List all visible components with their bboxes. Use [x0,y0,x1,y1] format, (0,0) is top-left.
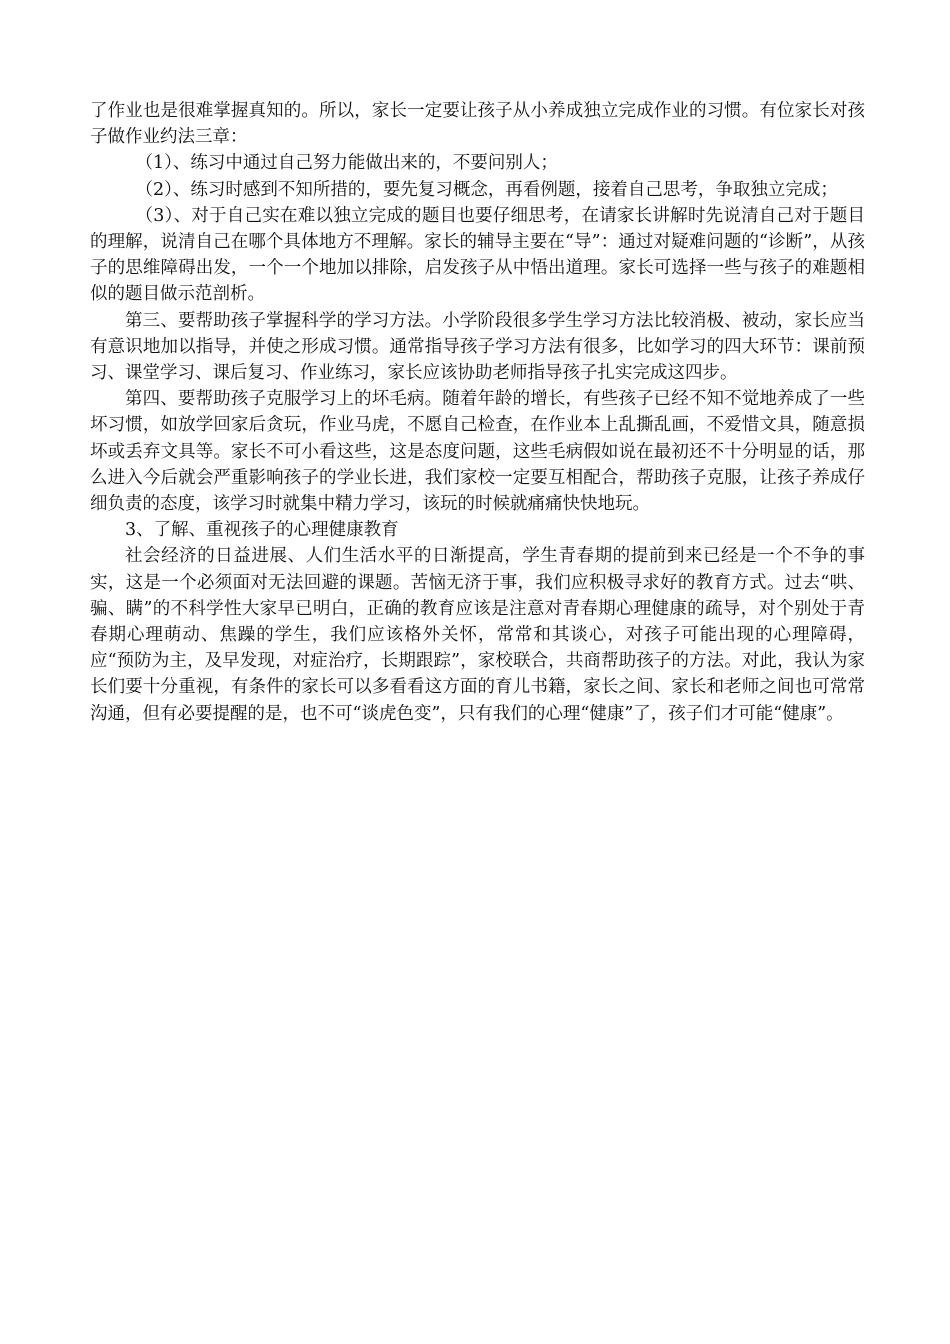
paragraph-fourth-point: 第四、要帮助孩子克服学习上的坏毛病。随着年龄的增长，有些孩子已经不知不觉地养成了一些坏习惯，如放学回家后贪玩，作业马虎，不愿自己检查，在作业本上乱撕乱画，不爱惜文具，随意损坏或丢弃文具等。家长不可小看这些，这是态度问题，这些毛病假如说在最初还不十分明显的话，那么进入今后就会严重影响孩子的学业长进，我们家校一定要互相配合，帮助孩子克服，让孩子养成仔细负责的态度，该学习时就集中精力学习，该玩的时候就痛痛快快地玩。 [90,389,865,515]
paragraph-third-point: 第三、要帮助孩子掌握科学的学习方法。小学阶段很多学生学习方法比较消极、被动，家长应当有意识地加以指导，并使之形成习惯。通常指导孩子学习方法有很多，比如学习的四大环节：课前预习、课堂学习、课后复习、作业练习，家长应该协助老师指导孩子扎实完成这四步。 [90,310,865,384]
paragraph-continuation: 了作业也是很难掌握真知的。所以，家长一定要让孩子从小养成独立完成作业的习惯。有位家长对孩子做作业约法三章： [90,101,865,148]
rule-item-1: （1）、练习中通过自己努力能做出来的，不要问别人； [135,153,558,174]
rule-item-2: （2）、练习时感到不知所措的，要先复习概念，再看例题，接着自己思考，争取独立完成； [135,179,838,200]
document-body [90,98,865,727]
section-heading: 3、了解、重视孩子的心理健康教育 [125,520,399,541]
paragraph-mental-health: 社会经济的日益进展、人们生活水平的日渐提高，学生青春期的提前到来已经是一个不争的事实，这是一个必须面对无法回避的课题。苦恼无济于事，我们应积极寻求好的教育方式。过去“哄、骗、瞒”的不科学性大家早已明白，正确的教育应该是注意对青春期心理健康的疏导，对个别处于青春期心理萌动、焦躁的学生，我们应该格外关怀，常常和其谈心，对孩子可能出现的心理障碍，应“预防为主，及早发现，对症治疗，长期跟踪”，家校联合，共商帮助孩子的方法。对此，我认为家长们要十分重视，有条件的家长可以多看看这方面的育儿书籍，家长之间、家长和老师之间也可常常沟通，但有必要提醒的是，也不可“谈虎色变”，只有我们的心理“健康”了，孩子们才可能“健康”。 [90,546,865,724]
rule-item-3: （3）、对于自己实在难以独立完成的题目也要仔细思考，在请家长讲解时先说清自己对于题目的理解，说清自己在哪个具体地方不理解。家长的辅导主要在“导”：通过对疑难问题的“诊断”，从孩子的思维障碍出发，一个一个地加以排除，启发孩子从中悟出道理。家长可选择一些与孩子的难题相似的题目做示范剖析。 [90,205,865,305]
